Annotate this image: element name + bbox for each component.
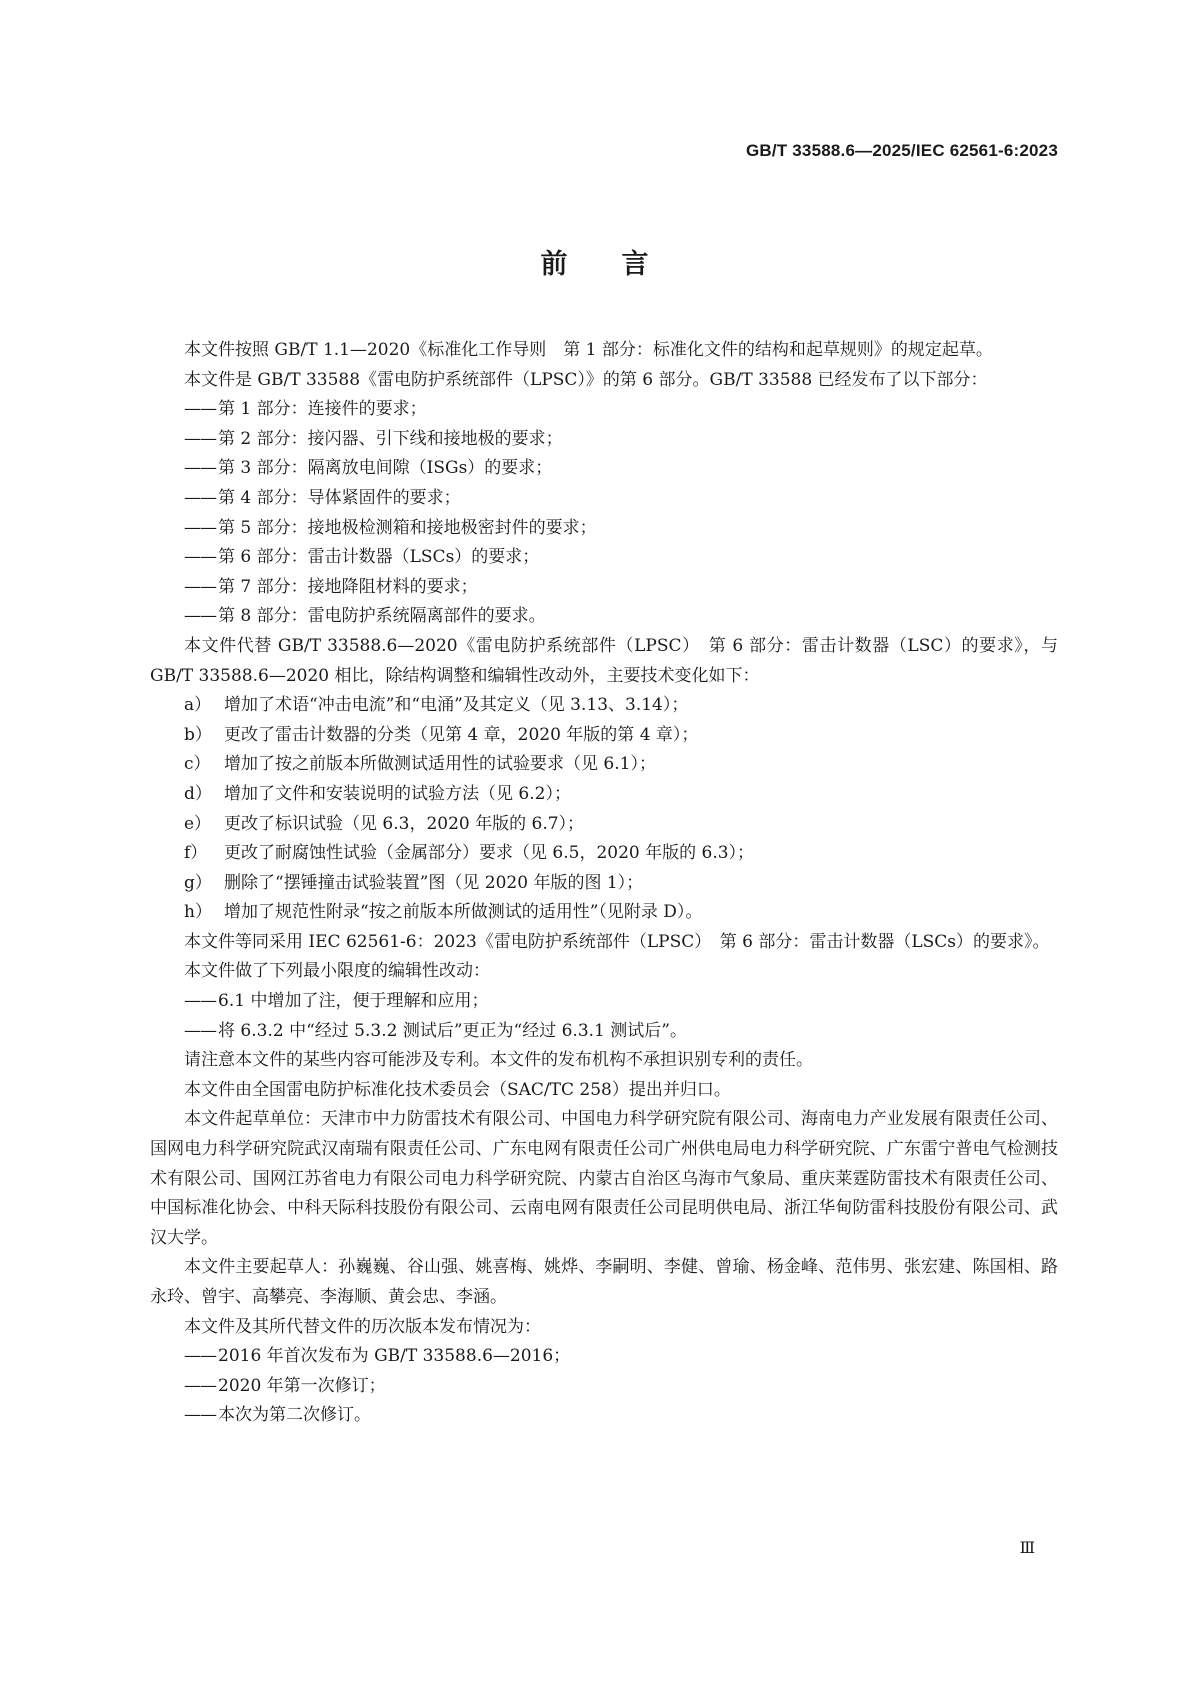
- history-list: [150, 1342, 1058, 1431]
- change-item: c） 增加了按之前版本所做测试适用性的试验要求（见 6.1）；: [184, 754, 656, 775]
- list-item: —— 第 5 部分：接地极检测箱和接地极密封件的要求；: [184, 517, 597, 538]
- list-item: —— 第 1 部分：连接件的要求；: [184, 399, 427, 420]
- paragraph-drafting-units: 本文件起草单位：天津市中力防雷技术有限公司、中国电力科学研究院有限公司、海南电力产业发展有限责任公司、国网电力科学研究院武汉南瑞有限责任公司、广东电网有限责任公司广州供电局电力科学研究院、广东雷宁普电气检测技术有限公司、国网江苏省电力有限公司电力科学研究院、内蒙古自治区乌海市气象局、重庆莱霆防雷技术有限责任公司、中国标准化协会、中科天际科技股份有限公司、云南电网有限责任公司昆明供电局、浙江华甸防雷科技股份有限公司、武汉大学。: [150, 1109, 1058, 1248]
- foreword-body: [150, 336, 1058, 1431]
- list-item: —— 第 7 部分：接地降阻材料的要求；: [184, 576, 478, 597]
- list-item: —— 2020 年第一次修订；: [184, 1375, 386, 1396]
- paragraph-committee: 本文件由全国雷电防护标准化技术委员会（SAC/TC 258）提出并归口。: [184, 1079, 731, 1100]
- list-item: —— 第 2 部分：接闪器、引下线和接地极的要求；: [184, 428, 563, 449]
- edits-list: [150, 987, 1058, 1046]
- list-item: —— 2016 年首次发布为 GB/T 33588.6—2016；: [184, 1346, 571, 1367]
- foreword-title: [0, 242, 1191, 281]
- change-item: e） 更改了标识试验（见 6.3，2020 年版的 6.7）；: [184, 813, 585, 834]
- paragraph-drafting-rules: 本文件按照 GB/T 1.1—2020《标准化工作导则 第 1 部分：标准化文件的结构和起草规则》的规定起草。: [184, 340, 993, 360]
- list-item: —— 第 6 部分：雷击计数器（LSCs）的要求；: [184, 547, 540, 568]
- paragraph-replacement: 本文件代替 GB/T 33588.6—2020《雷电防护系统部件（LPSC） 第 6 部分：雷击计数器（LSC）的要求》，与 GB/T 33588.6—2020 相比，除结构调整和编辑性改动外，主要技术变化如下：: [150, 635, 1058, 686]
- list-item: —— 第 8 部分：雷电防护系统隔离部件的要求。: [184, 606, 546, 627]
- paragraph-history-intro: 本文件及其所代替文件的历次版本发布情况为：: [184, 1316, 541, 1337]
- title-char-1: 前: [540, 249, 570, 280]
- paragraph-equivalence: 本文件等同采用 IEC 62561-6：2023《雷电防护系统部件（LPSC） 第 6 部分：雷击计数器（LSCs）的要求》。: [184, 931, 1050, 952]
- list-item: —— 本次为第二次修订。: [184, 1405, 371, 1426]
- paragraph-drafters: 本文件主要起草人：孙巍巍、谷山强、姚喜梅、姚烨、李嗣明、李健、曾瑜、杨金峰、范伟男、张宏建、陈国相、路永玲、曾宇、高攀亮、李海顺、黄会忠、李涵。: [150, 1257, 1058, 1307]
- parts-list: [150, 395, 1058, 632]
- standard-code-header: GB/T 33588.6—2025/IEC 62561-6:2023: [745, 141, 1058, 160]
- change-item: a） 增加了术语“冲击电流”和“电涌”及其定义（见 3.13、3.14）；: [184, 695, 689, 716]
- paragraph-series-intro: 本文件是 GB/T 33588《雷电防护系统部件（LPSC）》的第 6 部分。GB/T 33588 已经发布了以下部分：: [184, 369, 988, 390]
- change-item: b） 更改了雷击计数器的分类（见第 4 章，2020 年版的第 4 章）；: [184, 724, 699, 745]
- change-item: d） 增加了文件和安装说明的试验方法（见 6.2）；: [184, 783, 571, 804]
- change-item: h） 增加了规范性附录“按之前版本所做测试的适用性”（见附录 D）。: [184, 902, 703, 923]
- change-item: g） 删除了“摆锤撞击试验装置”图（见 2020 年版的图 1）；: [184, 872, 644, 893]
- change-item: f） 更改了耐腐蚀性试验（金属部分）要求（见 6.5，2020 年版的 6.3）；: [184, 843, 755, 864]
- list-item: —— 第 4 部分：导体紧固件的要求；: [184, 487, 461, 508]
- title-char-2: 言: [621, 249, 651, 280]
- list-item: —— 第 3 部分：隔离放电间隙（ISGs）的要求；: [184, 458, 553, 479]
- list-item: —— 将 6.3.2 中“经过 5.3.2 测试后”更正为“经过 6.3.1 测试后”。: [184, 1020, 687, 1041]
- paragraph-editorial-changes: 本文件做了下列最小限度的编辑性改动：: [184, 961, 490, 982]
- page-number: Ⅲ: [1019, 1538, 1035, 1557]
- paragraph-patent-notice: 请注意本文件的某些内容可能涉及专利。本文件的发布机构不承担识别专利的责任。: [184, 1050, 813, 1071]
- changes-list: [150, 691, 1058, 928]
- list-item: —— 6.1 中增加了注，便于理解和应用；: [184, 991, 489, 1012]
